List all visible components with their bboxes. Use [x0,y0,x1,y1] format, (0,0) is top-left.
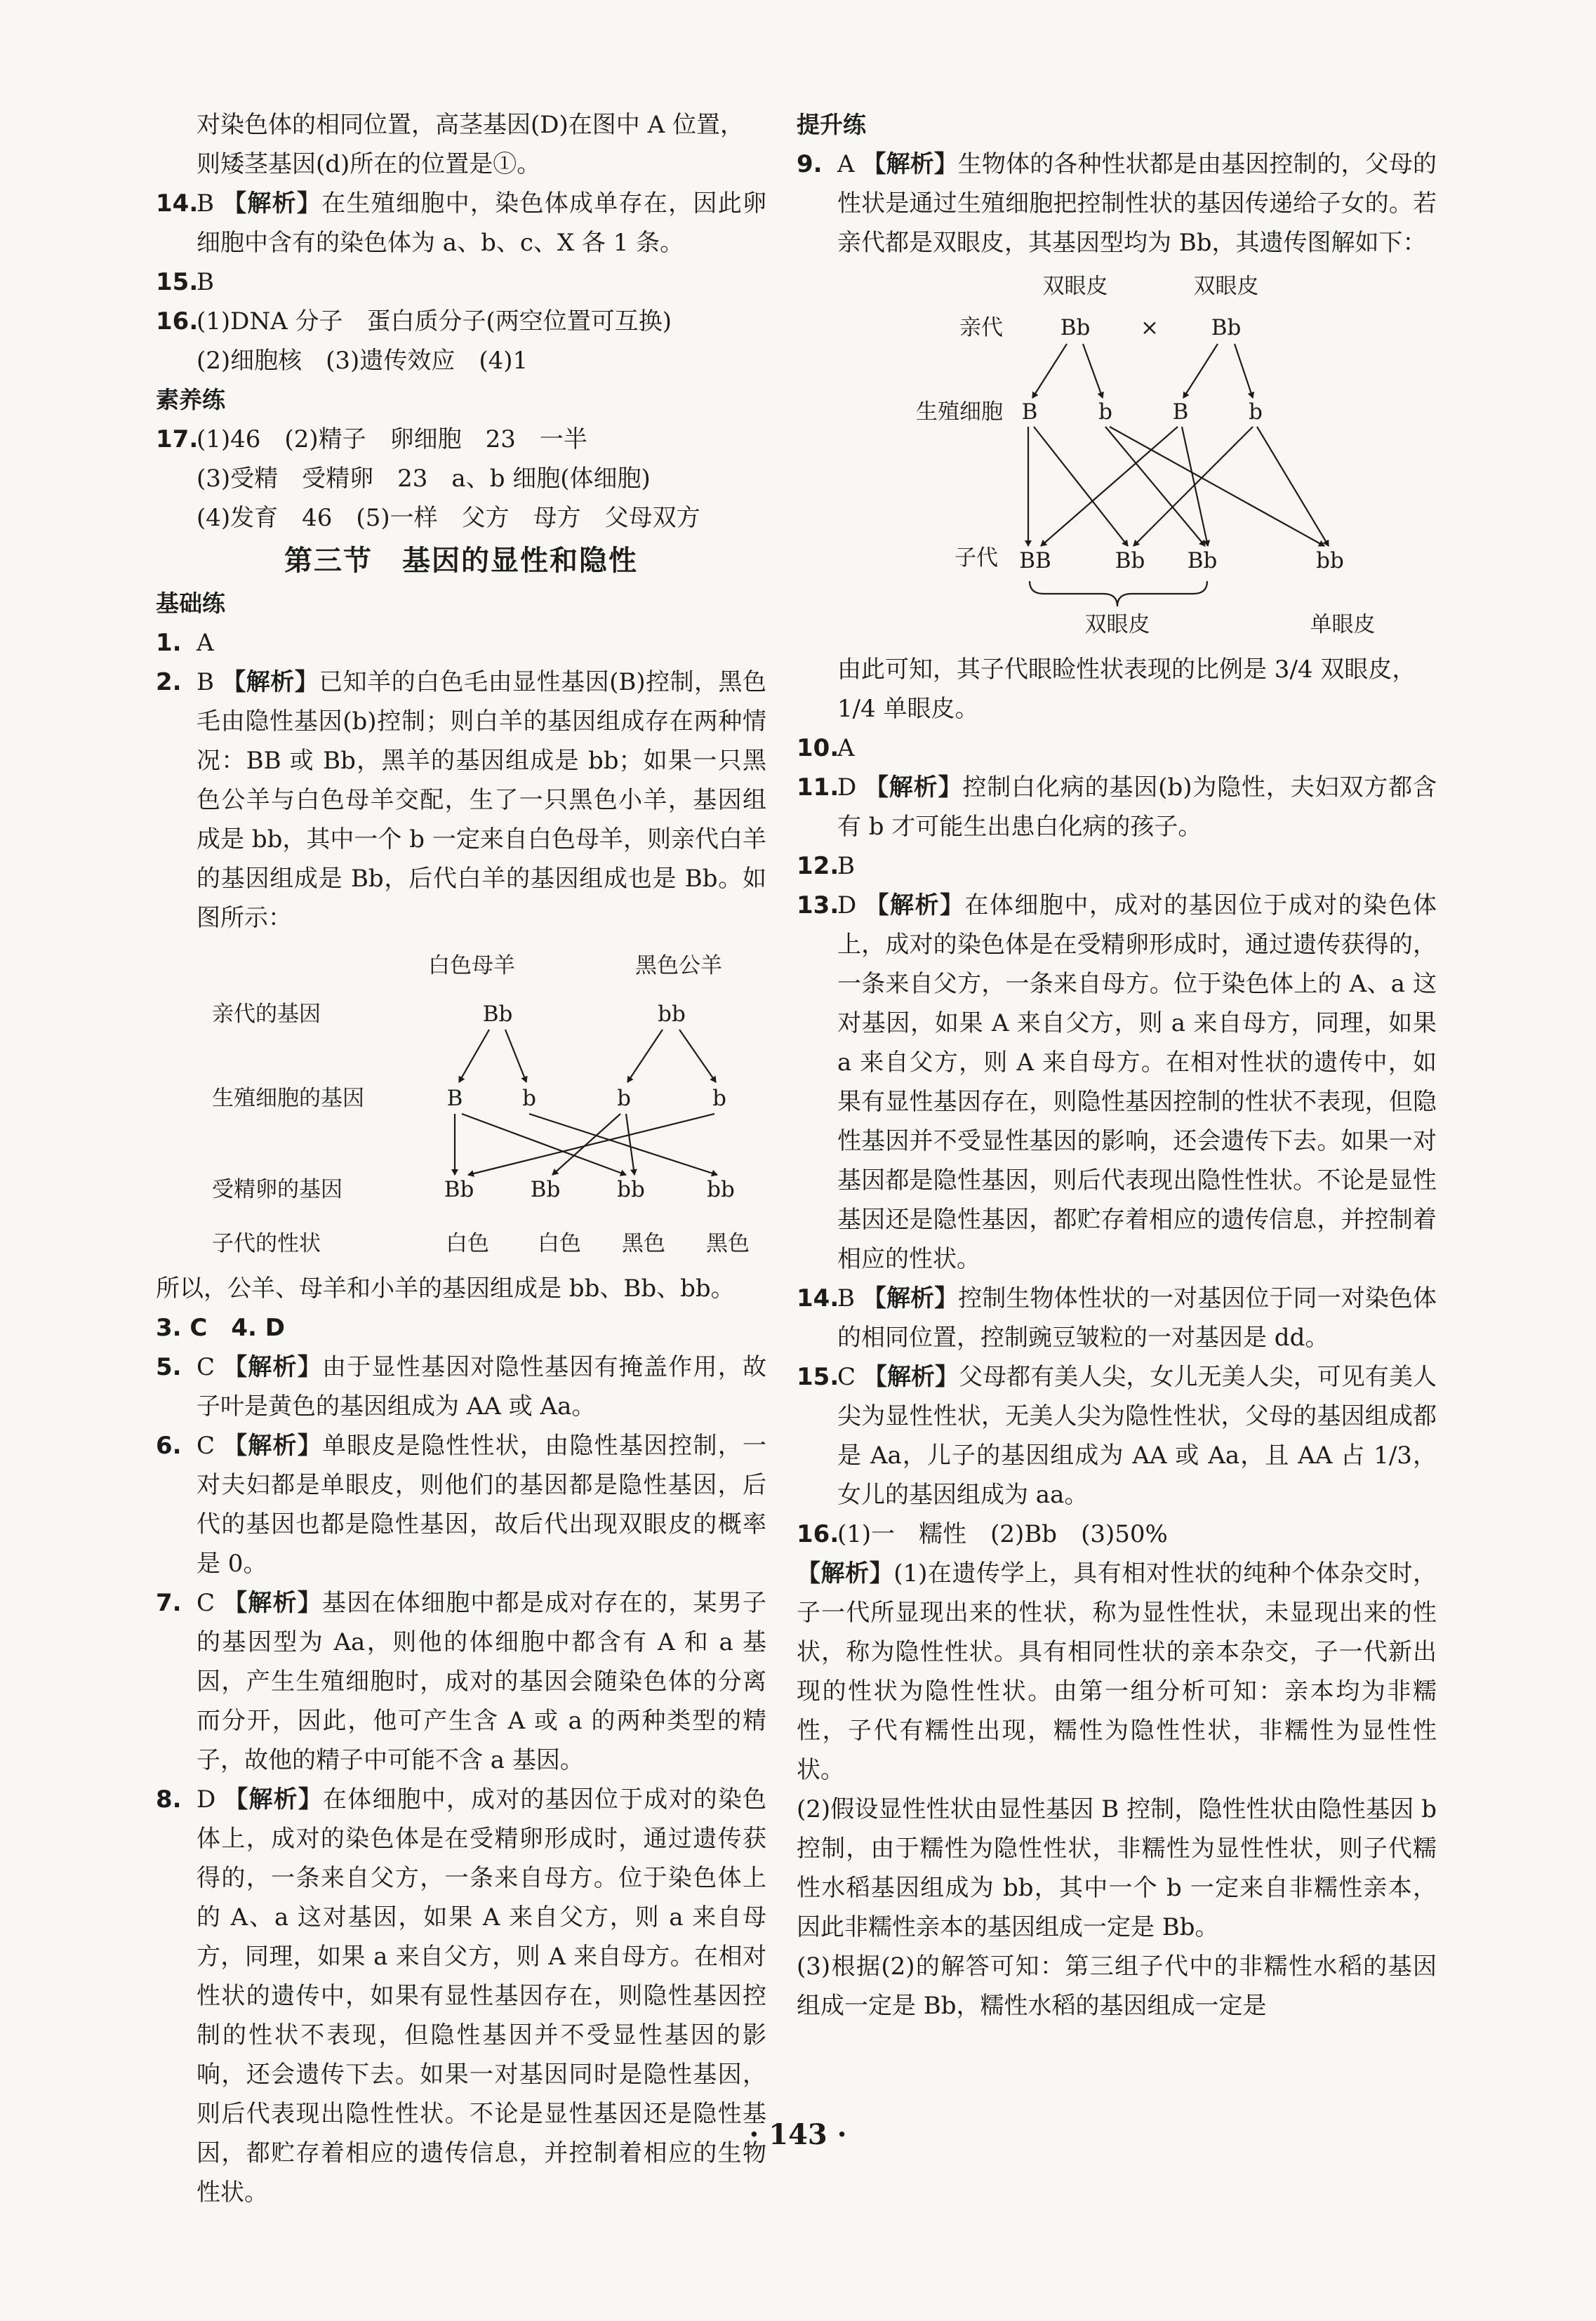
question-number: 7. [156,1589,182,1617]
answer: C [197,1432,215,1460]
question-16-line2: (2)细胞核 (3)遗传效应 (4)1 [197,347,528,375]
analysis-tag: 【解析】 [863,1363,959,1391]
zygote-genotype: Bb [530,1177,561,1202]
analysis-text: 父母都有美人尖，女儿无美人尖，可见有美人尖为显性性状，无美人尖为隐性性状，父母的基因组成都是 Aa，儿子的基因组成为 AA 或 Aa，且 AA 占 1/3，女儿的基因组成为 aa。 [837,1363,1437,1509]
question-13 [797,886,1437,1279]
analysis-tag: 【解析】 [222,189,322,218]
double-eyelid-brace [1030,581,1207,606]
question-1 [156,623,766,663]
offspring-trait: 白色 [538,1231,581,1256]
cross-symbol: × [1141,315,1159,340]
question-9-conclusion-line2: 1/4 单眼皮。 [837,695,979,723]
analysis-tag: 【解析】 [864,773,963,802]
analysis-text: 由于显性基因对隐性基因有掩盖作用，故子叶是黄色的基因组成为 AA 或 Aa。 [197,1353,767,1421]
question-number: 2. [156,668,182,696]
answer: D [837,891,857,919]
row-label-offspring-trait: 子代的性状 [212,1231,321,1256]
question-10 [797,729,1437,768]
analysis-tag: 【解析】 [862,1284,959,1312]
section-title: 第三节 基因的显性和隐性 [284,545,638,577]
question-14 [156,184,766,262]
row-label-parent-genes: 亲代的基因 [212,1002,321,1027]
answer: C [197,1589,215,1617]
answer-line: (1)DNA 分子 蛋白质分子(两空位置可互换) [197,307,672,335]
q13-continuation-line1: 对染色体的相同位置，高茎基因(D)在图中 A 位置， [197,111,744,139]
answer: A [837,734,855,762]
question-2-conclusion: 所以，公羊、母羊和小羊的基因组成是 bb、Bb、bb。 [156,1275,735,1303]
analysis-text: 单眼皮是隐性性状，由隐性基因控制，一对夫妇都是单眼皮，则他们的基因都是隐性基因，后代的基因也都是隐性基因，故后代出现双眼皮的概率是 0。 [197,1432,767,1578]
analysis-tag: 【解析】 [797,1559,894,1588]
question-16 [797,1515,1437,1554]
section-label-jichu: 基础练 [156,590,225,617]
question-17-line3: (4)发育 46 (5)一样 父方 母方 父母双方 [197,504,700,532]
question-number: 16. [156,307,199,335]
row-label-offspring: 子代 [955,545,998,571]
offspring-trait: 黑色 [706,1231,750,1256]
analysis-text: 在体细胞中，成对的基因位于成对的染色体上，成对的染色体是在受精卵形成时，通过遗传获得的，一条来自父方，一条来自母方。位于染色体上的 A、a 这对基因，如果 A 来自父方，则 a 来自母方，同理，如果 a 来自父方，则 A 来自母方。在相对性状的遗传中，如果有显性基因存在，则隐性基因控制的性状不表现，但隐性基因并不受显性基因的影响，还会遗传下去。如果一对基因同时是隐性基因，则后代表现出隐性性状。不论是显性基因还是隐性基因，都贮存着相应的遗传信息，并控制着相应的生物性状。 [197,1785,767,2207]
section-label-suyang: 素养练 [156,386,225,413]
gamete-gene: b [522,1086,536,1111]
analysis-tag: 【解析】 [865,891,965,919]
question-number: 11. [797,773,839,802]
parent-genotype-mother: Bb [482,1002,513,1027]
answer: A [837,150,855,178]
label-double-eyelid: 双眼皮 [1084,612,1150,637]
answer: B [837,852,855,880]
question-number: 1. [156,629,182,657]
analysis-text: 控制白化病的基因(b)为隐性，夫妇双方都含有 b 才可能生出患白化病的孩子。 [837,773,1437,841]
heading-white-mother: 白色母羊 [428,953,515,978]
zygote-genotype: bb [707,1177,735,1202]
question-12 [797,846,1437,886]
gamete-gene: B [446,1086,463,1111]
question-17-line2: (3)受精 受精卵 23 a、b 细胞(体细胞) [197,465,651,493]
answer: C [197,1353,215,1381]
analysis-text: 在生殖细胞中，染色体成单存在，因此卵细胞中含有的染色体为 a、b、c、X 各 1 条。 [197,189,766,257]
offspring-genotype: BB [1019,548,1051,573]
question-number: 5. [156,1353,182,1381]
inheritance-arrows [455,1030,717,1175]
answer-line: (1)一 糯性 (2)Bb (3)50% [837,1520,1168,1548]
question-number: 13. [797,891,839,919]
question-number: 16. [797,1520,839,1548]
answer: D [837,773,857,802]
question-number: 8. [156,1785,182,1814]
question-number: 12. [797,852,839,880]
question-16-analysis-p1 [797,1554,1437,1790]
question-number: 10. [797,734,839,762]
analysis-tag: 【解析】 [223,1589,323,1617]
gamete-gene: b [617,1086,631,1111]
gamete-gene: b [712,1086,726,1111]
parent-phenotype-left: 双眼皮 [1042,274,1108,299]
answer: B [197,189,214,218]
analysis-tag: 【解析】 [224,1785,323,1814]
gamete-gene: b [1098,399,1112,425]
analysis-text: 控制生物体性状的一对基因位于同一对染色体的相同位置，控制豌豆皱粒的一对基因是 dd。 [837,1284,1437,1352]
answer: B [837,1284,855,1312]
question-15 [156,262,766,302]
analysis-text: 生物体的各种性状都是由基因控制的，父母的性状是通过生殖细胞把控制性状的基因传递给子女的。若亲代都是双眼皮，其基因型均为 Bb，其遗传图解如下： [837,150,1437,257]
question-16 [156,302,766,341]
analysis-text: 已知羊的白色毛由显性基因(B)控制，黑色毛由隐性基因(b)控制；则白羊的基因组成存在两种情况：BB 或 Bb，黑羊的基因组成是 bb；如果一只黑色公羊与白色母羊交配，生了一只黑色小羊，基因组成是 bb，其中一个 b 一定来自白色母羊，则亲代白羊的基因组成是 Bb，后代白羊的基因组成也是 Bb。如图所示： [197,668,767,932]
row-label-parent: 亲代 [959,315,1003,340]
question-number: 15. [156,268,199,296]
question-9 [797,145,1437,262]
answer: B [197,268,214,296]
row-label-gamete-genes: 生殖细胞的基因 [212,1086,364,1111]
inheritance-arrows [1028,344,1329,546]
gamete-gene: B [1172,399,1189,425]
analysis-tag: 【解析】 [223,1353,323,1381]
question-7 [156,1583,766,1780]
row-label-gamete: 生殖细胞 [916,399,1003,425]
gamete-gene: b [1249,399,1263,425]
question-number: 17. [156,425,199,453]
page-number: · 143 · [749,2118,847,2151]
left-column [156,105,766,2212]
questions-3-4 [156,1308,766,1348]
right-column [797,105,1437,2026]
question-number: 9. [797,150,823,178]
offspring-trait: 白色 [446,1231,489,1256]
question-6 [156,1426,766,1583]
question-number: 15. [797,1363,839,1391]
analysis-tag: 【解析】 [223,1432,323,1460]
question-11 [797,768,1437,846]
parent-phenotype-right: 双眼皮 [1193,274,1259,299]
answer: D [197,1785,216,1814]
question-16-analysis-p3: (3)根据(2)的解答可知：第三组子代中的非糯性水稻的基因组成一定是 Bb，糯性水稻的基因组成一定是 [797,1953,1437,2020]
analysis-text: 在体细胞中，成对的基因位于成对的染色体上，成对的染色体是在受精卵形成时，通过遗传获得的，一条来自父方，一条来自母方。位于染色体上的 A、a 这对基因，如果 A 来自父方，则 a 来自母方，同理，如果 a 来自父方，则 A 来自母方。在相对性状的遗传中，如果有显性基因存在，则隐性基因控制的性状不表现，但隐性基因并不受显性基因的影响，还会遗传下去。如果一对基因都是隐性基因，则后代表现出隐性性状。不论是显性基因还是隐性基因，都贮存着相应的遗传信息，并控制着相应的性状。 [837,891,1437,1273]
question-5 [156,1348,766,1426]
parent-genotype: Bb [1060,315,1091,340]
sheep-genetics-diagram [156,942,766,1265]
analysis-tag: 【解析】 [222,668,319,696]
zygote-genotype: Bb [444,1177,474,1202]
offspring-trait: 黑色 [622,1231,665,1256]
answer: C [837,1363,856,1391]
answer: A [197,629,214,657]
analysis-text: (1)在遗传学上，具有相对性状的纯种个体杂交时，子一代所显现出来的性状，称为显性性状，未显现出来的性状，称为隐性性状。具有相同性状的亲本杂交，子一代新出现的性状为隐性性状。由第一组分析可知：亲本均为非糯性，子代有糯性出现，糯性为隐性性状，非糯性为显性性状。 [797,1559,1437,1784]
answers-3-4: 3. C 4. D [156,1314,285,1342]
question-16-analysis-p2: (2)假设显性性状由显性基因 B 控制，隐性性状由隐性基因 b 控制，由于糯性为隐性性状，非糯性为显性性状，则子代糯性水稻基因组成为 bb，其中一个 b 一定来自非糯性亲本，因此非糯性亲本的基因组成一定是 Bb。 [797,1795,1437,1941]
question-number: 14. [797,1284,839,1312]
question-15 [797,1357,1437,1515]
parent-genotype-father: bb [658,1002,686,1027]
analysis-text: 基因在体细胞中都是成对存在的，某男子的基因型为 Aa，则他的体细胞中都含有 A 和 a 基因，产生生殖细胞时，成对的基因会随染色体的分离而分开，因此，他可产生含 A 或 a 的两种类型的精子，故他的精子中可能不含 a 基因。 [197,1589,767,1774]
answer: B [197,668,214,696]
gamete-gene: B [1021,399,1038,425]
question-9-conclusion-line1: 由此可知，其子代眼睑性状表现的比例是 3/4 双眼皮， [837,656,1416,684]
question-17 [156,420,766,459]
offspring-genotype: Bb [1115,548,1145,573]
question-14 [797,1279,1437,1357]
heading-black-father: 黑色公羊 [635,953,722,978]
question-2 [156,663,766,938]
question-number: 14. [156,189,199,218]
label-single-eyelid: 单眼皮 [1310,612,1376,637]
zygote-genotype: bb [617,1177,645,1202]
offspring-genotype: bb [1316,548,1344,573]
row-label-zygote-genes: 受精卵的基因 [212,1177,343,1202]
parent-genotype: Bb [1211,315,1242,340]
eyelid-genetics-diagram [797,267,1437,646]
q13-continuation-line2: 则矮茎基因(d)所在的位置是①。 [197,150,541,178]
question-number: 6. [156,1432,182,1460]
offspring-genotype: Bb [1187,548,1218,573]
answer-line: (1)46 (2)精子 卵细胞 23 一半 [197,425,587,453]
analysis-tag: 【解析】 [862,150,958,178]
section-label-tisheng: 提升练 [797,111,866,138]
